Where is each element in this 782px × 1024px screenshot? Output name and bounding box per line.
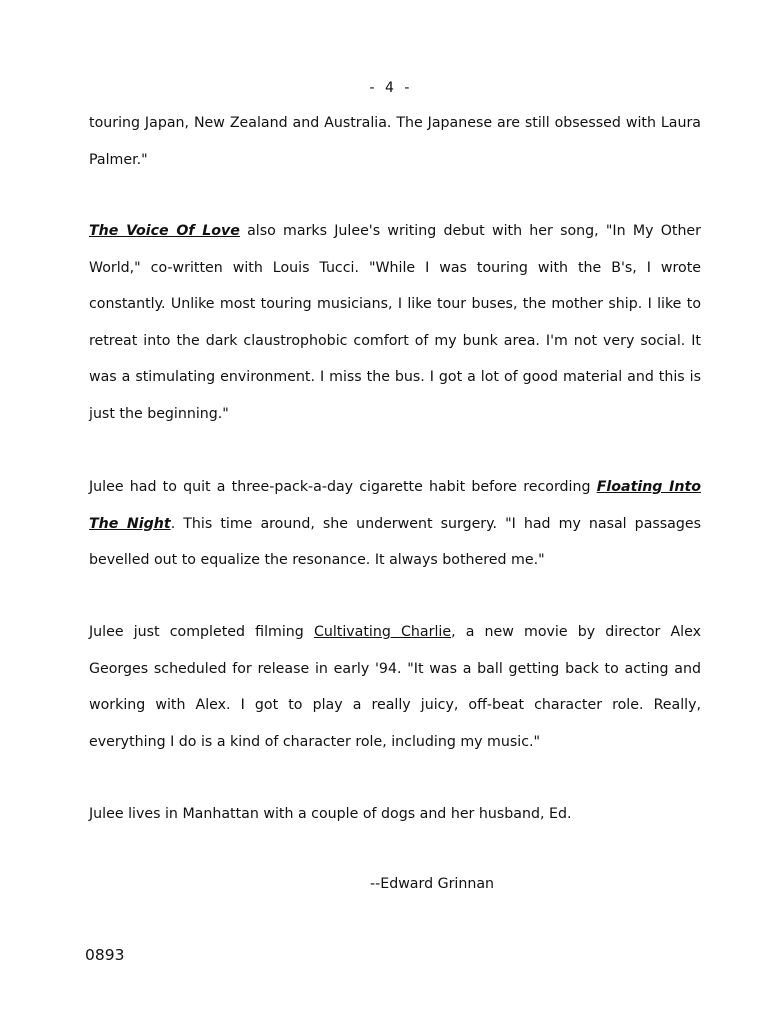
paragraph-5 (89, 796, 701, 833)
paragraph-3-text-before: Julee had to quit a three-pack-a-day cigarette habit before recording (89, 479, 597, 495)
paragraph-1-text: touring Japan, New Zealand and Australia. The Japanese are still obsessed with Laura Palmer." (89, 115, 701, 168)
page-number: - 4 - (369, 80, 413, 96)
paragraph-2 (89, 213, 701, 432)
author-signature: --Edward Grinnan (370, 876, 495, 892)
paragraph-1 (89, 105, 701, 178)
paragraph-5-text: Julee lives in Manhattan with a couple of dogs and her husband, Ed. (89, 806, 572, 822)
album-title-floating-into-the-night: Floating Into The Night (89, 479, 701, 532)
paragraph-4-text-before: Julee just completed filming (89, 624, 314, 640)
paragraph-4 (89, 614, 701, 760)
paragraph-3 (89, 469, 701, 579)
paragraph-4-text-after: , a new movie by director Alex Georges scheduled for release in early '94. "It was a ball getting back to acting and working with Alex. I got to play a really juicy, off-beat character role. Really, everything I do is a kind of character role, including my music." (89, 624, 701, 750)
paragraph-3-text-after: . This time around, she underwent surgery. "I had my nasal passages bevelled out to equalize the resonance. It always bothered me." (89, 515, 701, 568)
album-title-voice-of-love: The Voice Of Love (89, 223, 240, 239)
paragraph-2-text: also marks Julee's writing debut with her song, "In My Other World," co-written with Louis Tucci. "While I was touring with the B's, I wrote constantly. Unlike most touring musicians, I like tour buses, the mother ship. I like to retreat into the dark claustrophobic comfort of my bunk area. I'm not very social. It was a stimulating environment. I miss the bus. I got a lot of good material and this is just the beginning." (89, 223, 701, 422)
movie-title-cultivating-charlie: Cultivating Charlie (313, 624, 452, 640)
document-number: 0893 (85, 946, 125, 964)
